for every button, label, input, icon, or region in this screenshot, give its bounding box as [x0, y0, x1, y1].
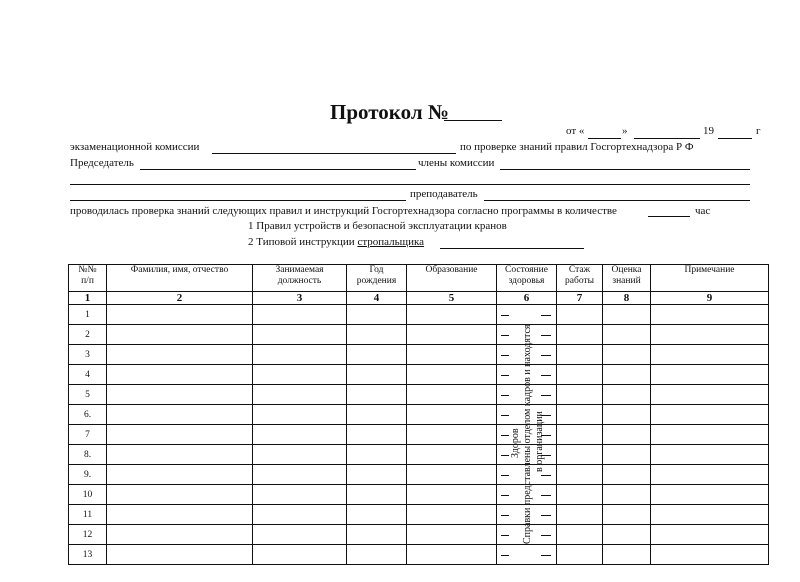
table-cell[interactable] — [107, 445, 253, 465]
table-cell[interactable] — [347, 405, 407, 425]
column-number: 6 — [497, 292, 557, 305]
table-cell[interactable] — [347, 445, 407, 465]
table-cell[interactable] — [603, 305, 651, 325]
table-cell[interactable] — [407, 345, 497, 365]
table-cell[interactable] — [557, 325, 603, 345]
table-cell[interactable] — [107, 305, 253, 325]
table-row — [69, 445, 769, 465]
health-note-line-3: в организации — [534, 411, 545, 472]
commission-label: экзаменационной комиссии — [70, 141, 200, 153]
row-number: 8. — [69, 445, 107, 465]
rule-2-underlined: стропальщика — [357, 236, 425, 248]
table-row — [69, 405, 769, 425]
column-number: 2 — [107, 292, 253, 305]
column-number: 8 — [603, 292, 651, 305]
table-cell[interactable] — [557, 505, 603, 525]
table-cell[interactable] — [603, 505, 651, 525]
date-day-field[interactable] — [588, 138, 621, 139]
table-cell[interactable] — [603, 325, 651, 345]
table-header-row — [69, 265, 769, 292]
table-cell[interactable] — [407, 425, 497, 445]
table-cell[interactable] — [347, 465, 407, 485]
table-row — [69, 525, 769, 545]
header-name: Фамилия, имя, отчество — [107, 265, 253, 292]
table-cell[interactable] — [603, 345, 651, 365]
row-number: 7 — [69, 425, 107, 445]
column-number: 4 — [347, 292, 407, 305]
table-row — [69, 425, 769, 445]
hours-field[interactable] — [648, 216, 690, 217]
table-cell[interactable] — [651, 545, 769, 565]
table-cell[interactable] — [557, 425, 603, 445]
health-note-line-1: Здоров — [510, 428, 521, 458]
table-cell[interactable] — [107, 485, 253, 505]
table-cell[interactable] — [557, 345, 603, 365]
table-row — [69, 365, 769, 385]
table-cell[interactable] — [407, 405, 497, 425]
table-cell[interactable] — [347, 305, 407, 325]
table-cell[interactable] — [107, 385, 253, 405]
table-cell[interactable] — [407, 365, 497, 385]
table-cell[interactable] — [557, 385, 603, 405]
table-cell[interactable] — [603, 545, 651, 565]
row-number: 11 — [69, 505, 107, 525]
table-cell[interactable] — [253, 445, 347, 465]
table-cell[interactable] — [651, 525, 769, 545]
table-row — [69, 505, 769, 525]
rule-2-prefix: 2 Типовой инструкции — [248, 236, 358, 248]
table-cell[interactable] — [347, 365, 407, 385]
teacher-label: преподаватель — [410, 188, 478, 200]
table-cell[interactable] — [347, 525, 407, 545]
health-note-line-2: Справки представлены отделом кадров и находятся — [522, 324, 533, 544]
health-note — [504, 308, 552, 546]
check-text: проводилась проверка знаний следующих правил и инструкций Госгортехнадзора согласно программы в количестве — [70, 205, 617, 217]
table-cell[interactable] — [347, 345, 407, 365]
table-cell[interactable] — [603, 405, 651, 425]
header-note: Примечание — [651, 265, 769, 292]
table-row — [69, 345, 769, 365]
table-cell[interactable] — [603, 525, 651, 545]
column-number-row — [69, 292, 769, 305]
table-cell[interactable] — [603, 485, 651, 505]
column-number: 7 — [557, 292, 603, 305]
table-row — [69, 485, 769, 505]
table-cell[interactable] — [107, 545, 253, 565]
table-cell[interactable] — [651, 385, 769, 405]
members-field[interactable] — [500, 169, 750, 170]
header-position: Занимаемая должность — [253, 265, 347, 292]
date-year: 19 — [703, 125, 714, 137]
row-number: 10 — [69, 485, 107, 505]
teacher-field[interactable] — [484, 200, 750, 201]
table-cell[interactable] — [253, 385, 347, 405]
table-cell[interactable] — [557, 405, 603, 425]
table-cell[interactable] — [407, 485, 497, 505]
date-month-field[interactable] — [634, 138, 700, 139]
table-cell[interactable] — [603, 365, 651, 385]
table-cell[interactable] — [347, 425, 407, 445]
header-education: Образование — [407, 265, 497, 292]
rule-2-field[interactable] — [440, 248, 584, 249]
table-cell[interactable] — [347, 385, 407, 405]
health-dash — [541, 555, 551, 556]
table-cell[interactable] — [407, 445, 497, 465]
table-cell[interactable] — [407, 465, 497, 485]
table-cell[interactable] — [651, 305, 769, 325]
header-index: №№ п/п — [69, 265, 107, 292]
table-cell[interactable] — [407, 505, 497, 525]
table-row — [69, 465, 769, 485]
members-field-continued[interactable] — [70, 184, 750, 185]
date-suffix: г — [756, 125, 761, 137]
table-cell[interactable] — [557, 465, 603, 485]
table-cell[interactable] — [107, 465, 253, 485]
row-number: 12 — [69, 525, 107, 545]
table-cell[interactable] — [253, 465, 347, 485]
table-row — [69, 305, 769, 325]
table-cell[interactable] — [603, 465, 651, 485]
header-grade: Оценка знаний — [603, 265, 651, 292]
date-year-field[interactable] — [718, 138, 752, 139]
table-cell[interactable] — [651, 485, 769, 505]
table-cell[interactable] — [347, 505, 407, 525]
header-birth-year: Год рождения — [347, 265, 407, 292]
table-cell[interactable] — [557, 445, 603, 465]
table-cell[interactable] — [107, 365, 253, 385]
table-cell[interactable] — [651, 365, 769, 385]
date-mid: » — [622, 125, 628, 137]
table-cell[interactable] — [407, 325, 497, 345]
table-cell[interactable] — [651, 345, 769, 365]
table-cell[interactable] — [253, 345, 347, 365]
table-cell[interactable] — [253, 485, 347, 505]
table-cell[interactable] — [651, 405, 769, 425]
table-cell[interactable] — [253, 505, 347, 525]
table-cell[interactable] — [557, 305, 603, 325]
table-cell[interactable] — [347, 325, 407, 345]
header-health: Состояние здоровья — [497, 265, 557, 292]
chairman-label: Председатель — [70, 157, 134, 169]
column-number: 3 — [253, 292, 347, 305]
row-number: 13 — [69, 545, 107, 565]
table-row — [69, 385, 769, 405]
teacher-prefix-field[interactable] — [70, 200, 406, 201]
row-number: 9. — [69, 465, 107, 485]
row-number: 3 — [69, 345, 107, 365]
column-number: 1 — [69, 292, 107, 305]
table-cell[interactable] — [253, 545, 347, 565]
table-cell[interactable] — [407, 305, 497, 325]
row-number: 1 — [69, 305, 107, 325]
table-cell[interactable] — [253, 405, 347, 425]
column-number: 5 — [407, 292, 497, 305]
date-prefix: от « — [566, 125, 585, 137]
table-cell[interactable] — [253, 525, 347, 545]
table-cell[interactable] — [107, 525, 253, 545]
header-experience: Стаж работы — [557, 265, 603, 292]
table-cell[interactable] — [107, 425, 253, 445]
table-cell[interactable] — [603, 445, 651, 465]
table-cell[interactable] — [603, 425, 651, 445]
table-cell[interactable] — [557, 545, 603, 565]
row-number: 4 — [69, 365, 107, 385]
table-cell[interactable] — [347, 545, 407, 565]
hours-suffix: час — [695, 205, 711, 217]
table-cell[interactable] — [107, 405, 253, 425]
health-dash — [501, 555, 509, 556]
table-cell[interactable] — [557, 525, 603, 545]
table-cell[interactable] — [107, 345, 253, 365]
column-number: 9 — [651, 292, 769, 305]
chairman-field[interactable] — [140, 169, 416, 170]
members-label: члены комиссии — [418, 157, 495, 169]
table-cell[interactable] — [253, 305, 347, 325]
table-cell[interactable] — [107, 325, 253, 345]
table-cell[interactable] — [603, 385, 651, 405]
commission-field[interactable] — [212, 153, 456, 154]
commission-suffix: по проверке знаний правил Госгортехнадзора Р Ф — [460, 141, 694, 153]
table-cell[interactable] — [253, 325, 347, 345]
table-cell[interactable] — [651, 325, 769, 345]
protocol-number-field[interactable] — [444, 120, 502, 121]
rule-1: 1 Правил устройств и безопасной эксплуатации кранов — [248, 220, 507, 232]
table-row — [69, 325, 769, 345]
row-number: 2 — [69, 325, 107, 345]
table-cell[interactable] — [407, 385, 497, 405]
table-cell[interactable] — [651, 425, 769, 445]
rule-2 — [248, 236, 424, 248]
table-cell[interactable] — [253, 425, 347, 445]
table-cell[interactable] — [651, 445, 769, 465]
protocol-title: Протокол № — [330, 100, 449, 124]
row-number: 5 — [69, 385, 107, 405]
table-cell[interactable] — [651, 505, 769, 525]
personnel-table — [68, 264, 769, 565]
table-cell[interactable] — [651, 465, 769, 485]
table-cell[interactable] — [107, 505, 253, 525]
table-row — [69, 545, 769, 565]
table-cell[interactable] — [557, 485, 603, 505]
table-cell[interactable] — [557, 365, 603, 385]
health-cell[interactable] — [497, 545, 557, 565]
table-cell[interactable] — [347, 485, 407, 505]
table-cell[interactable] — [407, 525, 497, 545]
row-number: 6. — [69, 405, 107, 425]
table-cell[interactable] — [253, 365, 347, 385]
table-cell[interactable] — [407, 545, 497, 565]
